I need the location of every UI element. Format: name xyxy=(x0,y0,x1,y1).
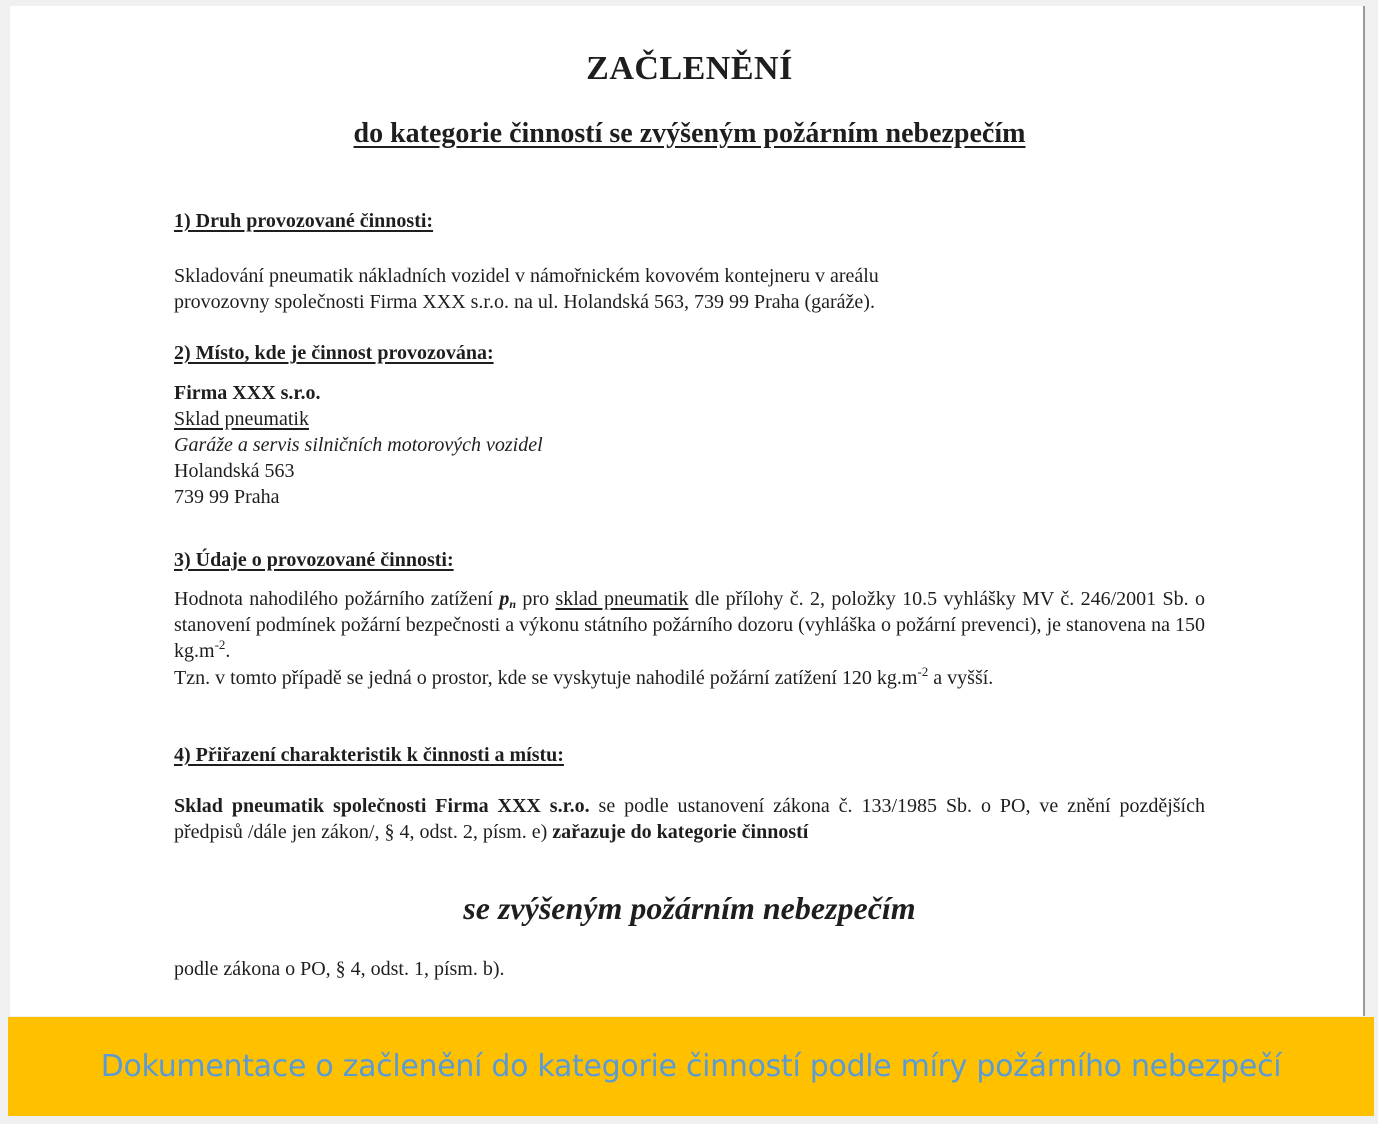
document-page xyxy=(10,6,1365,1016)
facility-name: Garáže a servis silničních motorových vozidel xyxy=(174,434,543,456)
warehouse-name: Sklad pneumatik xyxy=(174,408,309,430)
section-4-paragraph xyxy=(174,793,1205,845)
document-title: ZAČLENĚNÍ xyxy=(586,50,793,87)
company-name: Firma XXX s.r.o. xyxy=(174,382,321,404)
load-symbol: p xyxy=(499,588,510,610)
street-address: Holandská 563 xyxy=(174,460,295,482)
p1-start: Hodnota nahodilého požárního zatížení xyxy=(174,588,500,610)
section-3-paragraph-2 xyxy=(174,665,1205,691)
p2-end: a vyšší. xyxy=(928,667,994,689)
section-4-heading: 4) Přiřazení charakteristik k činnosti a místu: xyxy=(174,744,564,766)
p1-tail: . xyxy=(225,640,231,662)
p4-bold-1: Sklad pneumatik společnosti Firma XXX s.r.o. xyxy=(174,795,590,817)
caption-banner xyxy=(8,1017,1374,1116)
section-1-line-2: provozovny společnosti Firma XXX s.r.o. na ul. Holandská 563, 739 99 Praha (garáže). xyxy=(174,291,875,313)
law-reference: podle zákona o PO, § 4, odst. 1, písm. b). xyxy=(174,958,505,980)
p2-exponent: -2 xyxy=(917,664,929,679)
section-1-line-1: Skladování pneumatik nákladních vozidel v námořnickém kovovém kontejneru v areálu xyxy=(174,265,879,287)
p1-mid: pro xyxy=(516,588,556,610)
sklad-pneumatik-link: sklad pneumatik xyxy=(555,588,689,610)
p4-bold-2: zařazuje do kategorie činností xyxy=(552,821,809,843)
load-symbol-subscript: n xyxy=(509,597,517,611)
p1-end: dle přílohy č. 2, položky 10.5 vyhlášky MV č. 246/2001 Sb. o stanovení podmínek požární bezpečnosti a výkonu státního požárního dozoru (vyhláška o požární prevenci), je stanovena na 150 kg.m xyxy=(174,588,1205,662)
section-3-heading: 3) Údaje o provozované činnosti: xyxy=(174,549,454,571)
emphasis-category: se zvýšeným požárním nebezpečím xyxy=(463,890,916,926)
p2-start: Tzn. v tomto případě se jedná o prostor, kde se vyskytuje nahodilé požární zatížení 120 kg.m xyxy=(174,667,918,689)
p1-exponent: -2 xyxy=(214,637,226,652)
p4-mid: se podle ustanovení zákona č. 133/1985 Sb. o PO, ve znění pozdějších předpisů /dále jen zákon/, § 4, odst. 2, písm. e) xyxy=(174,795,1205,843)
caption-banner-text: Dokumentace o začlenění do kategorie činností podle míry požárního nebezpečí xyxy=(100,1049,1282,1084)
section-1-heading: 1) Druh provozované činnosti: xyxy=(174,210,434,232)
section-3-paragraph-1 xyxy=(174,586,1205,664)
document-subtitle: do kategorie činností se zvýšeným požárním nebezpečím xyxy=(353,118,1026,149)
city-address: 739 99 Praha xyxy=(174,486,280,508)
section-2-heading: 2) Místo, kde je činnost provozována: xyxy=(174,342,494,364)
